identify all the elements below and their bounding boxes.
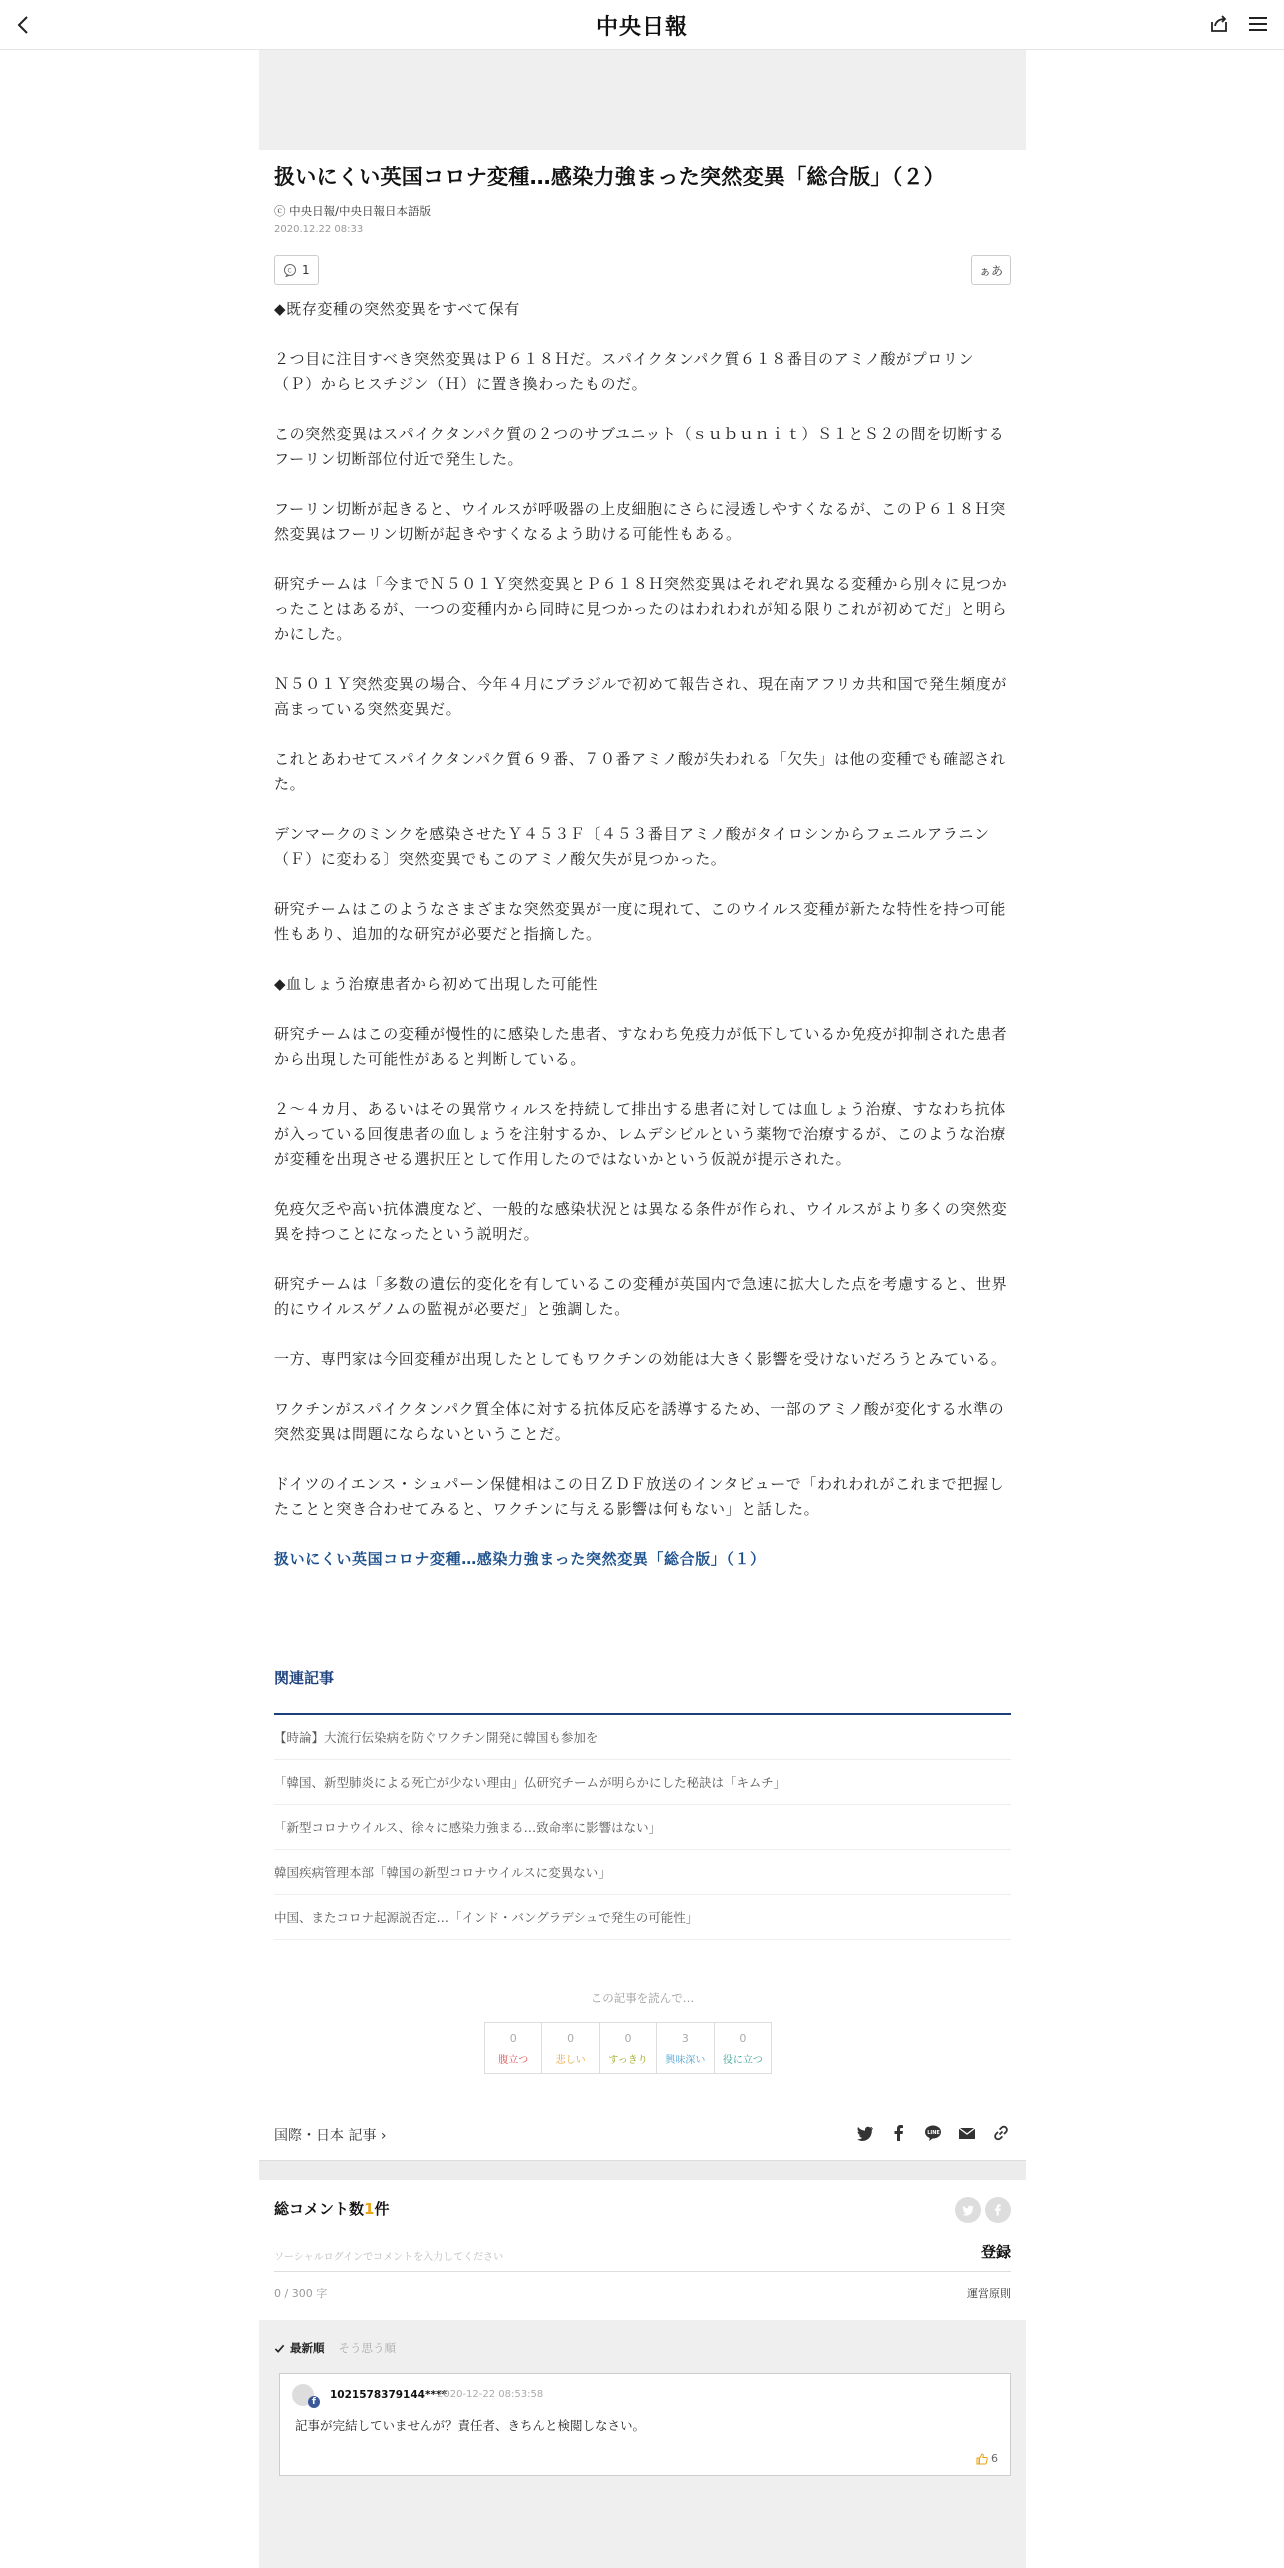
part1-article-link[interactable]: 扱いにくい英国コロナ変種…感染力強まった突然変異「総合版」（１） (274, 1550, 766, 1568)
line-icon[interactable] (923, 2123, 943, 2143)
reaction-sad-button[interactable] (542, 2023, 599, 2073)
article-paragraph: フーリン切断が起きると、ウイルスが呼吸器の上皮細胞にさらに浸透しやすくなるが、このＰ６１８Ｈ突然変異はフーリン切断が起きやすくなるよう助ける可能性もある。 (274, 500, 1006, 543)
article-toolbar (274, 255, 1011, 285)
article-paragraph: 研究チームは「今までＮ５０１Ｙ突然変異とＰ６１８Ｈ突然変異はそれぞれ異なる変種から別々に見つかったことはあるが、一つの変種内から同時に見つかったのはわれわれが知る限りこれが初めてだ」と明らかにした。 (274, 575, 1008, 643)
facebook-badge-icon: f (308, 2396, 320, 2408)
operation-rules-link[interactable]: 運営原則 (967, 2287, 1011, 2300)
social-login-buttons (955, 2197, 1011, 2223)
related-articles-heading: 関連記事 (274, 1667, 1011, 1715)
comment-meta-row (274, 2285, 1011, 2305)
article-paragraph: 研究チームはこの変種が慢性的に感染した患者、すなわち免疫力が低下しているか免疫が抑制された患者から出現した可能性があると判断している。 (274, 1025, 1008, 1068)
checkmark-icon (274, 2343, 285, 2354)
reactions-title: この記事を読んで… (590, 1991, 695, 2005)
hamburger-menu-icon[interactable] (1246, 12, 1270, 36)
comment-list-area (259, 2320, 1026, 2568)
facebook-login-icon[interactable] (985, 2197, 1011, 2223)
article-paragraph: 研究チームは「多数の遺伝的変化を有しているこの変種が英国内で急速に拡大した点を考慮すると、世界的にウイルスゲノムの監視が必要だ」と強調した。 (274, 1275, 1008, 1318)
reaction-angry-button[interactable] (485, 2023, 542, 2073)
related-article-link[interactable]: 韓国疾病管理本部「韓国の新型コロナウイルスに変異ない」 (274, 1850, 1011, 1895)
twitter-login-icon[interactable] (955, 2197, 981, 2223)
article-title: 扱いにくい英国コロナ変種…感染力強まった突然変異「総合版」（２） (274, 165, 946, 189)
reaction-label: 興味深い (665, 2055, 706, 2066)
reaction-count: 0 (509, 2032, 517, 2045)
svg-text:C: C (287, 267, 292, 275)
sort-agree-tab[interactable]: そう思う順 (338, 2341, 396, 2355)
comment-item (279, 2373, 1011, 2476)
reaction-refreshing-button[interactable] (600, 2023, 657, 2073)
email-icon[interactable] (957, 2123, 977, 2143)
reaction-count: 0 (624, 2032, 632, 2045)
chevron-right-icon: › (380, 2128, 387, 2144)
article-paragraph: Ｎ５０１Ｙ突然変異の場合、今年４月にブラジルで初めて報告され、現在南アフリカ共和国で発生頻度が高まっている突然変異だ。 (274, 675, 1007, 718)
article-paragraph: 一方、専門家は今回変種が出現したとしてもワクチンの効能は大きく影響を受けないだろうとみている。 (274, 1350, 1007, 1368)
article-paragraph: ワクチンがスパイクタンパク質全体に対する抗体反応を誘導するため、一部のアミノ酸が変化する水準の突然変異は問題にならないということだ。 (274, 1400, 1005, 1443)
related-article-link[interactable]: 「韓国、新型肺炎による死亡が少ない理由」仏研究チームが明らかにした秘訣は「キムチ」 (274, 1760, 1011, 1805)
related-articles-list (274, 1715, 1011, 1940)
article-source: ⓒ 中央日報/中央日報日本語版 (274, 204, 432, 218)
facebook-icon[interactable] (889, 2123, 909, 2143)
related-article-link[interactable]: 【時論】大流行伝染病を防ぐワクチン開発に韓国も参加を (274, 1715, 1011, 1760)
comment-icon (283, 263, 297, 277)
comment-total-suffix: 件 (374, 2200, 390, 2218)
copy-link-icon[interactable] (991, 2123, 1011, 2143)
article-column (259, 50, 1026, 2568)
share-icon[interactable] (1207, 12, 1231, 36)
register-comment-button[interactable]: 登録 (980, 2243, 1011, 2261)
comment-input-row (274, 2240, 1011, 2272)
category-link[interactable] (274, 2125, 387, 2145)
sort-newest-tab[interactable] (274, 2340, 325, 2356)
article-paragraph: これとあわせてスパイクタンパク質６９番、７０番アミノ酸が失われる「欠失」は他の変種でも確認された。 (274, 750, 1006, 793)
article-paragraph: ◆既存変種の突然変異をすべて保有 (274, 300, 520, 318)
comment-total (274, 2198, 1011, 2219)
thumbs-up-icon (976, 2453, 988, 2465)
ad-banner[interactable] (259, 50, 1026, 150)
reaction-count: 3 (681, 2032, 689, 2045)
font-size-button[interactable]: ぁあ (971, 255, 1011, 285)
comment-count: 1 (302, 263, 310, 277)
reaction-useful-button[interactable] (715, 2023, 771, 2073)
comment-input[interactable]: ソーシャルログインでコメントを入力してください (274, 2252, 504, 2263)
related-article-link[interactable]: 「新型コロナウイルス、徐々に感染力強まる…致命率に影響はない」 (274, 1805, 1011, 1850)
reaction-label: 腹立つ (498, 2055, 529, 2066)
reaction-label: すっきり (608, 2055, 648, 2066)
category-label: 国際・日本 記事 (274, 2128, 377, 2144)
char-counter: 0 / 300 字 (274, 2287, 328, 2300)
share-buttons (855, 2123, 1011, 2143)
comment-total-prefix: 総コメント数 (274, 2200, 365, 2218)
article-paragraph: 研究チームはこのようなさまざまな突然変異が一度に現れて、このウイルス変種が新たな特性を持つ可能性もあり、追加的な研究が必要だと指摘した。 (274, 900, 1007, 943)
article-paragraph: ドイツのイエンス・シュパーン保健相はこの日ＺＤＦ放送のインタビューで「われわれがこれまで把握したことと突き合わせてみると、ワクチンに与える影響は何もない」と話した。 (274, 1475, 1005, 1518)
section-divider (259, 2160, 1026, 2180)
comment-total-count: 1 (364, 2200, 375, 2218)
comment-like-count: 6 (991, 2452, 998, 2465)
article-paragraph: この突然変異はスパイクタンパク質の２つのサブユニット（ｓｕｂｕｎｉｔ）Ｓ１とＳ２の間を切断するフーリン切断部位付近で発生した。 (274, 425, 1005, 468)
article-date: 2020.12.22 08:33 (274, 224, 364, 235)
article-paragraph: ◆血しょう治療患者から初めて出現した可能性 (274, 975, 599, 993)
article-paragraph: ２つ目に注目すべき突然変異はＰ６１８Ｈだ。スパイクタンパク質６１８番目のアミノ酸がプロリン（Ｐ）からヒスチジン（Ｈ）に置き換わったものだ。 (274, 350, 975, 393)
reactions-bar (484, 2022, 772, 2074)
reaction-interesting-button[interactable] (657, 2023, 714, 2073)
comment-username: 1021578379144**** (330, 2389, 447, 2401)
svg-text:LINE: LINE (927, 2130, 940, 2136)
site-logo[interactable]: 中央日報 (595, 14, 688, 40)
top-bar (0, 0, 1284, 50)
reaction-label: 役に立つ (722, 2055, 763, 2066)
comment-text: 記事が完結していませんが？責任者、きちんと検閲しなさい。 (295, 2418, 646, 2433)
reaction-count: 0 (739, 2032, 747, 2045)
comment-sort-tabs (274, 2340, 396, 2356)
article-paragraph: 免疫欠乏や高い抗体濃度など、一般的な感染状況とは異なる条件が作られ、ウイルスがより多くの突然変異を持つことになったという説明だ。 (274, 1200, 1008, 1243)
comment-time: 2020-12-22 08:53:58 (437, 2389, 544, 2400)
twitter-icon[interactable] (855, 2123, 875, 2143)
article-paragraph: デンマークのミンクを感染させたＹ４５３Ｆ〔４５３番目アミノ酸がタイロシンからフェニルアラニン（Ｆ）に変わる〕突然変異でもこのアミノ酸欠失が見つかった。 (274, 825, 990, 868)
article-paragraph: ２～４カ月、あるいはその異常ウィルスを持続して排出する患者に対しては血しょう治療、すなわち抗体が入っている回復患者の血しょうを注射するか、レムデシビルという薬物で治療するが、このような治療が変種を出現させる選択圧として作用したのではないかという仮説が提示された。 (274, 1100, 1007, 1168)
article-footer-row (274, 2120, 1011, 2150)
article-body (274, 297, 1011, 1572)
sort-newest-label: 最新順 (290, 2341, 325, 2355)
comment-count-button[interactable] (274, 255, 319, 285)
reaction-count: 0 (567, 2032, 575, 2045)
comment-like-button[interactable] (976, 2452, 998, 2465)
reaction-label: 悲しい (555, 2055, 586, 2066)
related-article-link[interactable]: 中国、またコロナ起源説否定…「インド・バングラデシュで発生の可能性」 (274, 1895, 1011, 1940)
